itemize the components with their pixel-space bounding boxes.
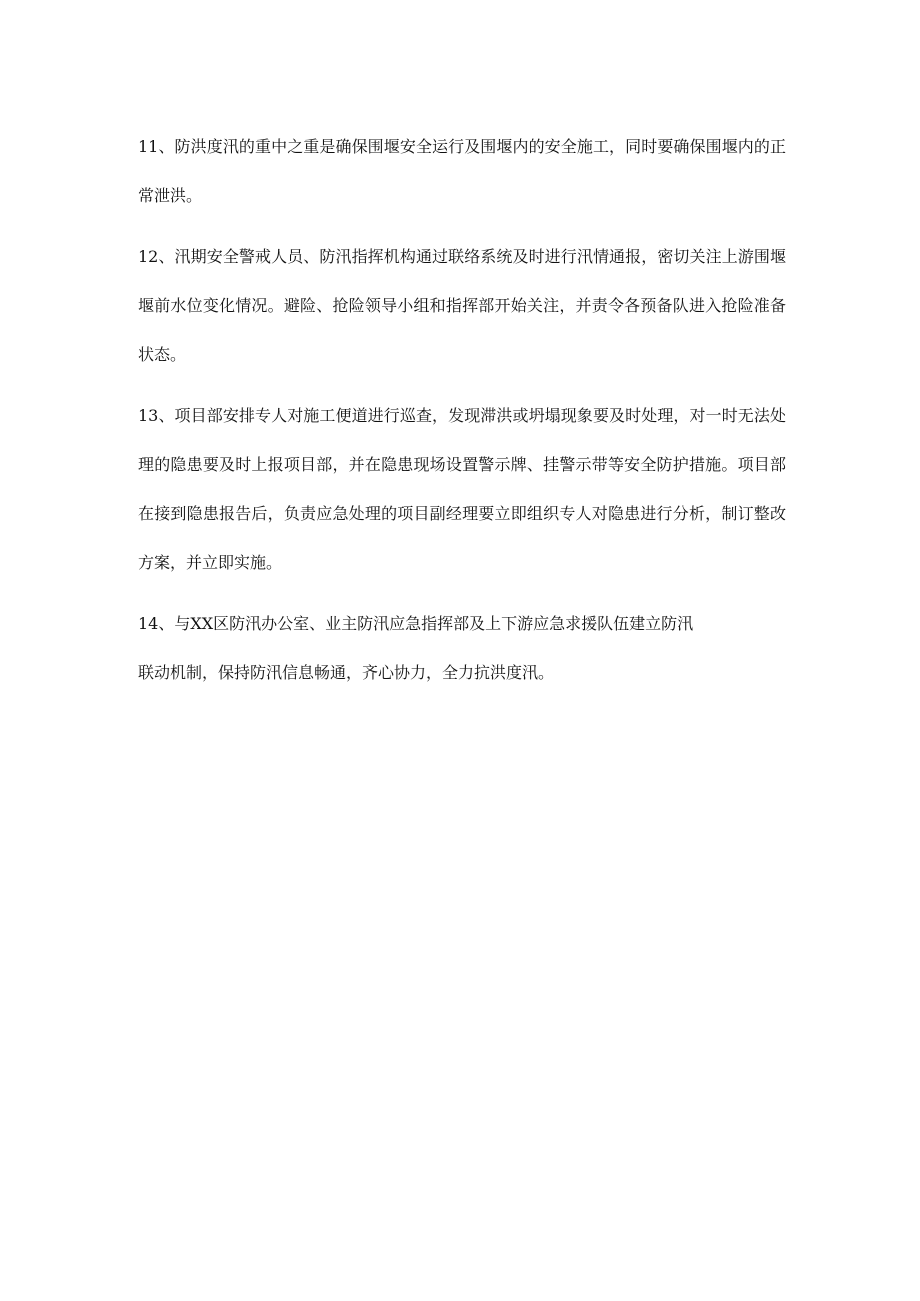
paragraph-item-12: 12、汛期安全警戒人员、防汛指挥机构通过联络系统及时进行汛情通报，密切关注上游围堰堰前水位变化情况。避险、抢险领导小组和指挥部开始关注，并责令各预备队进入抢险准备状态。 (138, 247, 786, 364)
paragraph-item-14: 14、与XX区防汛办公室、业主防汛应急指挥部及上下游应急求援队伍建立防汛 (138, 614, 694, 633)
paragraph-item-14-continued: 联动机制，保持防汛信息畅通，齐心协力，全力抗洪度汛。 (138, 663, 555, 682)
paragraph-item-13: 13、项目部安排专人对施工便道进行巡查，发现滞洪或坍塌现象要及时处理，对一时无法处理的隐患要及时上报项目部，并在隐患现场设置警示牌、挂警示带等安全防护措施。项目部在接到隐患报告后，负责应急处理的项目副经理要立即组织专人对隐患进行分析，制订整改方案，并立即实施。 (138, 406, 786, 572)
paragraph-item-11: 11、防洪度汛的重中之重是确保围堰安全运行及围堰内的安全施工，同时要确保围堰内的正常泄洪。 (138, 137, 786, 205)
document-body (138, 122, 786, 709)
